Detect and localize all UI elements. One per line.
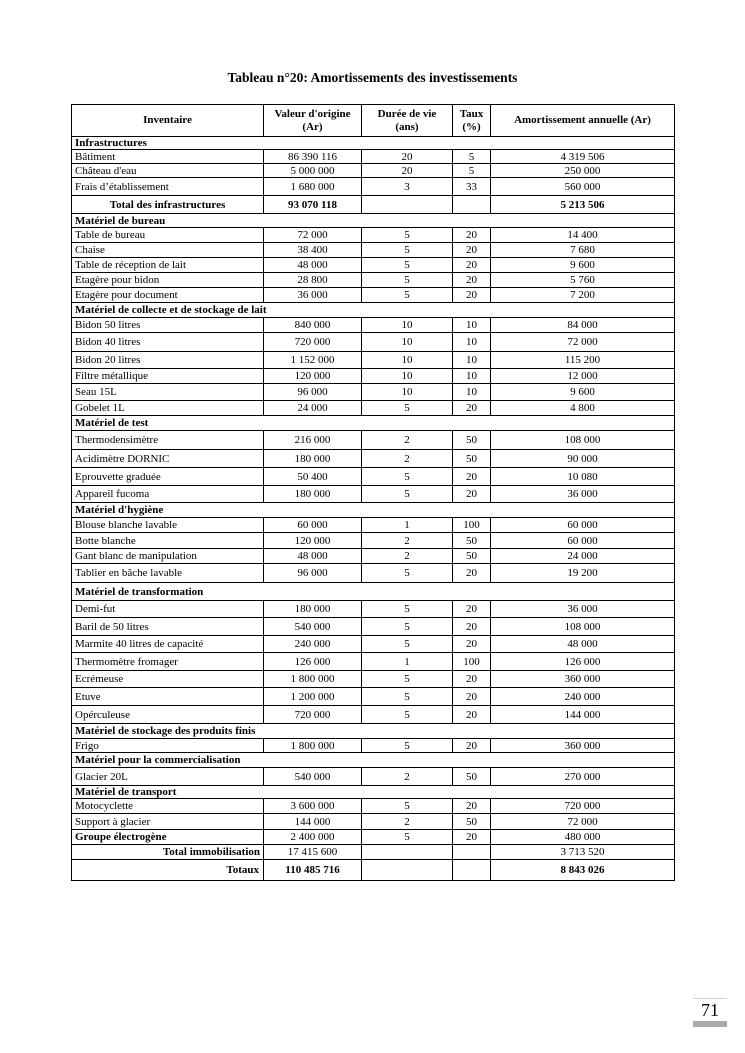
duree-cell: 2 <box>362 431 453 450</box>
category-label: Matériel pour la commercialisation <box>72 753 675 768</box>
amortissement-cell: 8 843 026 <box>491 860 675 881</box>
page-number: 71 <box>701 1000 719 1020</box>
table-row <box>72 468 675 486</box>
table-row <box>72 830 675 845</box>
item-label: Bidon 50 litres <box>72 318 264 333</box>
amortissement-cell: 36 000 <box>491 601 675 618</box>
table-row <box>72 228 675 243</box>
duree-cell: 3 <box>362 178 453 196</box>
item-label: Filtre métallique <box>72 369 264 384</box>
category-label: Matériel d'hygiène <box>72 503 675 518</box>
taux-cell: 10 <box>453 369 491 384</box>
duree-cell: 5 <box>362 706 453 724</box>
item-label: Gobelet 1L <box>72 401 264 416</box>
taux-cell: 20 <box>453 401 491 416</box>
taux-cell: 20 <box>453 243 491 258</box>
duree-cell: 5 <box>362 468 453 486</box>
valeur-cell: 72 000 <box>264 228 362 243</box>
depreciation-table <box>71 104 675 881</box>
category-label: Matériel de collecte et de stockage de lait <box>72 303 675 318</box>
table-row <box>72 533 675 549</box>
amortissement-cell: 84 000 <box>491 318 675 333</box>
table-row <box>72 636 675 653</box>
item-label: Baril de 50 litres <box>72 618 264 636</box>
duree-cell: 5 <box>362 401 453 416</box>
table-row <box>72 333 675 352</box>
valeur-cell: 5 000 000 <box>264 164 362 178</box>
item-label: Thermomètre fromager <box>72 653 264 671</box>
item-label: Eprouvette graduée <box>72 468 264 486</box>
taux-cell: 20 <box>453 228 491 243</box>
valeur-cell: 1 680 000 <box>264 178 362 196</box>
duree-cell: 5 <box>362 288 453 303</box>
amortissement-cell: 3 713 520 <box>491 845 675 860</box>
amortissement-cell: 24 000 <box>491 549 675 564</box>
valeur-cell: 720 000 <box>264 706 362 724</box>
valeur-cell: 120 000 <box>264 533 362 549</box>
taux-cell: 20 <box>453 258 491 273</box>
valeur-cell: 110 485 716 <box>264 860 362 881</box>
taux-cell: 100 <box>453 518 491 533</box>
table-row <box>72 739 675 753</box>
item-label: Blouse blanche lavable <box>72 518 264 533</box>
valeur-cell: 120 000 <box>264 369 362 384</box>
table-row <box>72 653 675 671</box>
valeur-cell: 180 000 <box>264 601 362 618</box>
table-row <box>72 618 675 636</box>
taux-cell: 20 <box>453 601 491 618</box>
taux-cell: 50 <box>453 549 491 564</box>
item-label: Support à glacier <box>72 814 264 830</box>
duree-cell: 2 <box>362 814 453 830</box>
table-row <box>72 486 675 503</box>
table-row <box>72 318 675 333</box>
taux-cell: 50 <box>453 768 491 786</box>
item-label: Appareil fucoma <box>72 486 264 503</box>
table-row <box>72 273 675 288</box>
item-label: Opérculeuse <box>72 706 264 724</box>
duree-cell: 2 <box>362 549 453 564</box>
item-label: Seau 15L <box>72 384 264 401</box>
category-label: Matériel de stockage des produits finis <box>72 724 675 739</box>
table-row <box>72 352 675 369</box>
item-label: Total immobilisation <box>72 845 264 860</box>
item-label: Thermodensimètre <box>72 431 264 450</box>
duree-cell: 5 <box>362 636 453 653</box>
category-label: Infrastructures <box>72 137 675 150</box>
duree-cell: 2 <box>362 450 453 468</box>
item-label: Groupe électrogène <box>72 830 264 845</box>
table-row <box>72 549 675 564</box>
amortissement-cell: 9 600 <box>491 384 675 401</box>
item-label: Table de bureau <box>72 228 264 243</box>
taux-cell: 20 <box>453 288 491 303</box>
duree-cell: 5 <box>362 739 453 753</box>
item-label: Bidon 40 litres <box>72 333 264 352</box>
item-label: Château d'eau <box>72 164 264 178</box>
item-label: Total des infrastructures <box>72 196 264 214</box>
taux-cell: 20 <box>453 636 491 653</box>
valeur-cell: 60 000 <box>264 518 362 533</box>
duree-cell: 10 <box>362 384 453 401</box>
duree-cell: 5 <box>362 671 453 688</box>
duree-cell: 10 <box>362 369 453 384</box>
taux-cell: 20 <box>453 706 491 724</box>
amortissement-cell: 115 200 <box>491 352 675 369</box>
valeur-cell: 1 800 000 <box>264 671 362 688</box>
header-taux: Taux (%) <box>453 105 491 137</box>
valeur-cell: 180 000 <box>264 486 362 503</box>
item-label: Etagère pour bidon <box>72 273 264 288</box>
amortissement-cell: 5 213 506 <box>491 196 675 214</box>
valeur-cell: 50 400 <box>264 468 362 486</box>
taux-cell: 10 <box>453 318 491 333</box>
table-title: Tableau n°20: Amortissements des investissements <box>227 70 518 85</box>
amortissement-cell: 60 000 <box>491 518 675 533</box>
taux-cell: 10 <box>453 384 491 401</box>
category-row <box>72 786 675 799</box>
amortissement-cell: 10 080 <box>491 468 675 486</box>
table-row <box>72 150 675 164</box>
taux-cell: 20 <box>453 830 491 845</box>
item-label: Botte blanche <box>72 533 264 549</box>
amortissement-cell: 19 200 <box>491 564 675 583</box>
amortissement-cell: 360 000 <box>491 739 675 753</box>
total-row <box>72 845 675 860</box>
valeur-cell: 240 000 <box>264 636 362 653</box>
taux-cell: 20 <box>453 739 491 753</box>
taux-cell: 20 <box>453 564 491 583</box>
table-body <box>72 137 675 881</box>
amortissement-cell: 360 000 <box>491 671 675 688</box>
table-row <box>72 601 675 618</box>
grand-total-row <box>72 860 675 881</box>
amortissement-cell: 72 000 <box>491 333 675 352</box>
table-row <box>72 814 675 830</box>
taux-cell: 33 <box>453 178 491 196</box>
taux-cell <box>453 860 491 881</box>
valeur-cell: 48 000 <box>264 258 362 273</box>
amortissement-cell: 9 600 <box>491 258 675 273</box>
table-row <box>72 178 675 196</box>
table-row <box>72 258 675 273</box>
valeur-cell: 540 000 <box>264 618 362 636</box>
amortissement-cell: 5 760 <box>491 273 675 288</box>
taux-cell: 50 <box>453 814 491 830</box>
duree-cell: 5 <box>362 228 453 243</box>
amortissement-cell: 720 000 <box>491 799 675 814</box>
taux-cell: 50 <box>453 450 491 468</box>
duree-cell: 2 <box>362 768 453 786</box>
category-row <box>72 583 675 601</box>
duree-cell: 20 <box>362 150 453 164</box>
table-row <box>72 799 675 814</box>
item-label: Bâtiment <box>72 150 264 164</box>
category-row <box>72 214 675 228</box>
item-label: Tablier en bâche lavable <box>72 564 264 583</box>
table-row <box>72 564 675 583</box>
duree-cell <box>362 845 453 860</box>
taux-cell <box>453 196 491 214</box>
duree-cell: 5 <box>362 258 453 273</box>
item-label: Frigo <box>72 739 264 753</box>
valeur-cell: 28 800 <box>264 273 362 288</box>
duree-cell: 10 <box>362 333 453 352</box>
header-amortissement: Amortissement annuelle (Ar) <box>491 105 675 137</box>
amortissement-cell: 4 800 <box>491 401 675 416</box>
duree-cell <box>362 196 453 214</box>
valeur-cell: 540 000 <box>264 768 362 786</box>
duree-cell: 2 <box>362 533 453 549</box>
valeur-cell: 144 000 <box>264 814 362 830</box>
valeur-cell: 38 400 <box>264 243 362 258</box>
item-label: Table de réception de lait <box>72 258 264 273</box>
duree-cell: 5 <box>362 601 453 618</box>
table-row <box>72 288 675 303</box>
item-label: Gant blanc de manipulation <box>72 549 264 564</box>
duree-cell <box>362 860 453 881</box>
amortissement-cell: 144 000 <box>491 706 675 724</box>
table-row <box>72 369 675 384</box>
table-row <box>72 688 675 706</box>
duree-cell: 10 <box>362 318 453 333</box>
taux-cell: 10 <box>453 333 491 352</box>
valeur-cell: 216 000 <box>264 431 362 450</box>
category-label: Matériel de bureau <box>72 214 675 228</box>
amortissement-cell: 4 319 506 <box>491 150 675 164</box>
valeur-cell: 1 152 000 <box>264 352 362 369</box>
valeur-cell: 1 200 000 <box>264 688 362 706</box>
valeur-cell: 2 400 000 <box>264 830 362 845</box>
amortissement-cell: 12 000 <box>491 369 675 384</box>
amortissement-cell: 90 000 <box>491 450 675 468</box>
valeur-cell: 126 000 <box>264 653 362 671</box>
amortissement-cell: 108 000 <box>491 431 675 450</box>
taux-cell: 20 <box>453 486 491 503</box>
taux-cell <box>453 845 491 860</box>
taux-cell: 20 <box>453 468 491 486</box>
duree-cell: 5 <box>362 486 453 503</box>
taux-cell: 50 <box>453 533 491 549</box>
header-row <box>72 105 675 137</box>
duree-cell: 5 <box>362 618 453 636</box>
category-label: Matériel de test <box>72 416 675 431</box>
duree-cell: 5 <box>362 688 453 706</box>
amortissement-cell: 270 000 <box>491 768 675 786</box>
valeur-cell: 48 000 <box>264 549 362 564</box>
category-row <box>72 503 675 518</box>
category-label: Matériel de transformation <box>72 583 675 601</box>
item-label: Frais d’établissement <box>72 178 264 196</box>
taux-cell: 20 <box>453 618 491 636</box>
table-row <box>72 768 675 786</box>
taux-cell: 20 <box>453 799 491 814</box>
item-label: Marmite 40 litres de capacité <box>72 636 264 653</box>
valeur-cell: 3 600 000 <box>264 799 362 814</box>
table-row <box>72 384 675 401</box>
amortissement-cell: 240 000 <box>491 688 675 706</box>
header-duree-vie: Durée de vie (ans) <box>362 105 453 137</box>
amortissement-cell: 7 680 <box>491 243 675 258</box>
category-row <box>72 753 675 768</box>
amortissement-cell: 60 000 <box>491 533 675 549</box>
amortissement-cell: 250 000 <box>491 164 675 178</box>
amortissement-cell: 36 000 <box>491 486 675 503</box>
valeur-cell: 93 070 118 <box>264 196 362 214</box>
header-inventaire: Inventaire <box>72 105 264 137</box>
valeur-cell: 1 800 000 <box>264 739 362 753</box>
item-label: Etuve <box>72 688 264 706</box>
table-row <box>72 243 675 258</box>
duree-cell: 5 <box>362 830 453 845</box>
item-label: Bidon 20 litres <box>72 352 264 369</box>
table-row <box>72 706 675 724</box>
category-row <box>72 724 675 739</box>
duree-cell: 1 <box>362 518 453 533</box>
page-number-rule <box>693 998 727 999</box>
table-row <box>72 401 675 416</box>
header-valeur-origine: Valeur d'origine (Ar) <box>264 105 362 137</box>
item-label: Chaise <box>72 243 264 258</box>
duree-cell: 5 <box>362 799 453 814</box>
category-label: Matériel de transport <box>72 786 675 799</box>
duree-cell: 5 <box>362 273 453 288</box>
taux-cell: 20 <box>453 688 491 706</box>
valeur-cell: 24 000 <box>264 401 362 416</box>
category-row <box>72 416 675 431</box>
duree-cell: 20 <box>362 164 453 178</box>
amortissement-cell: 480 000 <box>491 830 675 845</box>
item-label: Acidimètre DORNIC <box>72 450 264 468</box>
taux-cell: 20 <box>453 671 491 688</box>
valeur-cell: 96 000 <box>264 384 362 401</box>
valeur-cell: 86 390 116 <box>264 150 362 164</box>
item-label: Totaux <box>72 860 264 881</box>
table-row <box>72 518 675 533</box>
amortissement-cell: 72 000 <box>491 814 675 830</box>
taux-cell: 50 <box>453 431 491 450</box>
valeur-cell: 180 000 <box>264 450 362 468</box>
valeur-cell: 96 000 <box>264 564 362 583</box>
taux-cell: 100 <box>453 653 491 671</box>
page-number-bar <box>693 1021 727 1027</box>
table-row <box>72 450 675 468</box>
taux-cell: 10 <box>453 352 491 369</box>
valeur-cell: 840 000 <box>264 318 362 333</box>
amortissement-cell: 48 000 <box>491 636 675 653</box>
item-label: Motocyclette <box>72 799 264 814</box>
table-row <box>72 671 675 688</box>
amortissement-cell: 126 000 <box>491 653 675 671</box>
amortissement-cell: 7 200 <box>491 288 675 303</box>
taux-cell: 20 <box>453 273 491 288</box>
category-row <box>72 137 675 150</box>
taux-cell: 5 <box>453 164 491 178</box>
duree-cell: 10 <box>362 352 453 369</box>
amortissement-cell: 14 400 <box>491 228 675 243</box>
duree-cell: 5 <box>362 243 453 258</box>
item-label: Etagère pour document <box>72 288 264 303</box>
duree-cell: 1 <box>362 653 453 671</box>
item-label: Ecrémeuse <box>72 671 264 688</box>
table-row <box>72 431 675 450</box>
valeur-cell: 36 000 <box>264 288 362 303</box>
duree-cell: 5 <box>362 564 453 583</box>
valeur-cell: 720 000 <box>264 333 362 352</box>
taux-cell: 5 <box>453 150 491 164</box>
category-row <box>72 303 675 318</box>
amortissement-cell: 560 000 <box>491 178 675 196</box>
valeur-cell: 17 415 600 <box>264 845 362 860</box>
item-label: Demi-fut <box>72 601 264 618</box>
item-label: Glacier 20L <box>72 768 264 786</box>
subtotal-row <box>72 196 675 214</box>
table-row <box>72 164 675 178</box>
amortissement-cell: 108 000 <box>491 618 675 636</box>
